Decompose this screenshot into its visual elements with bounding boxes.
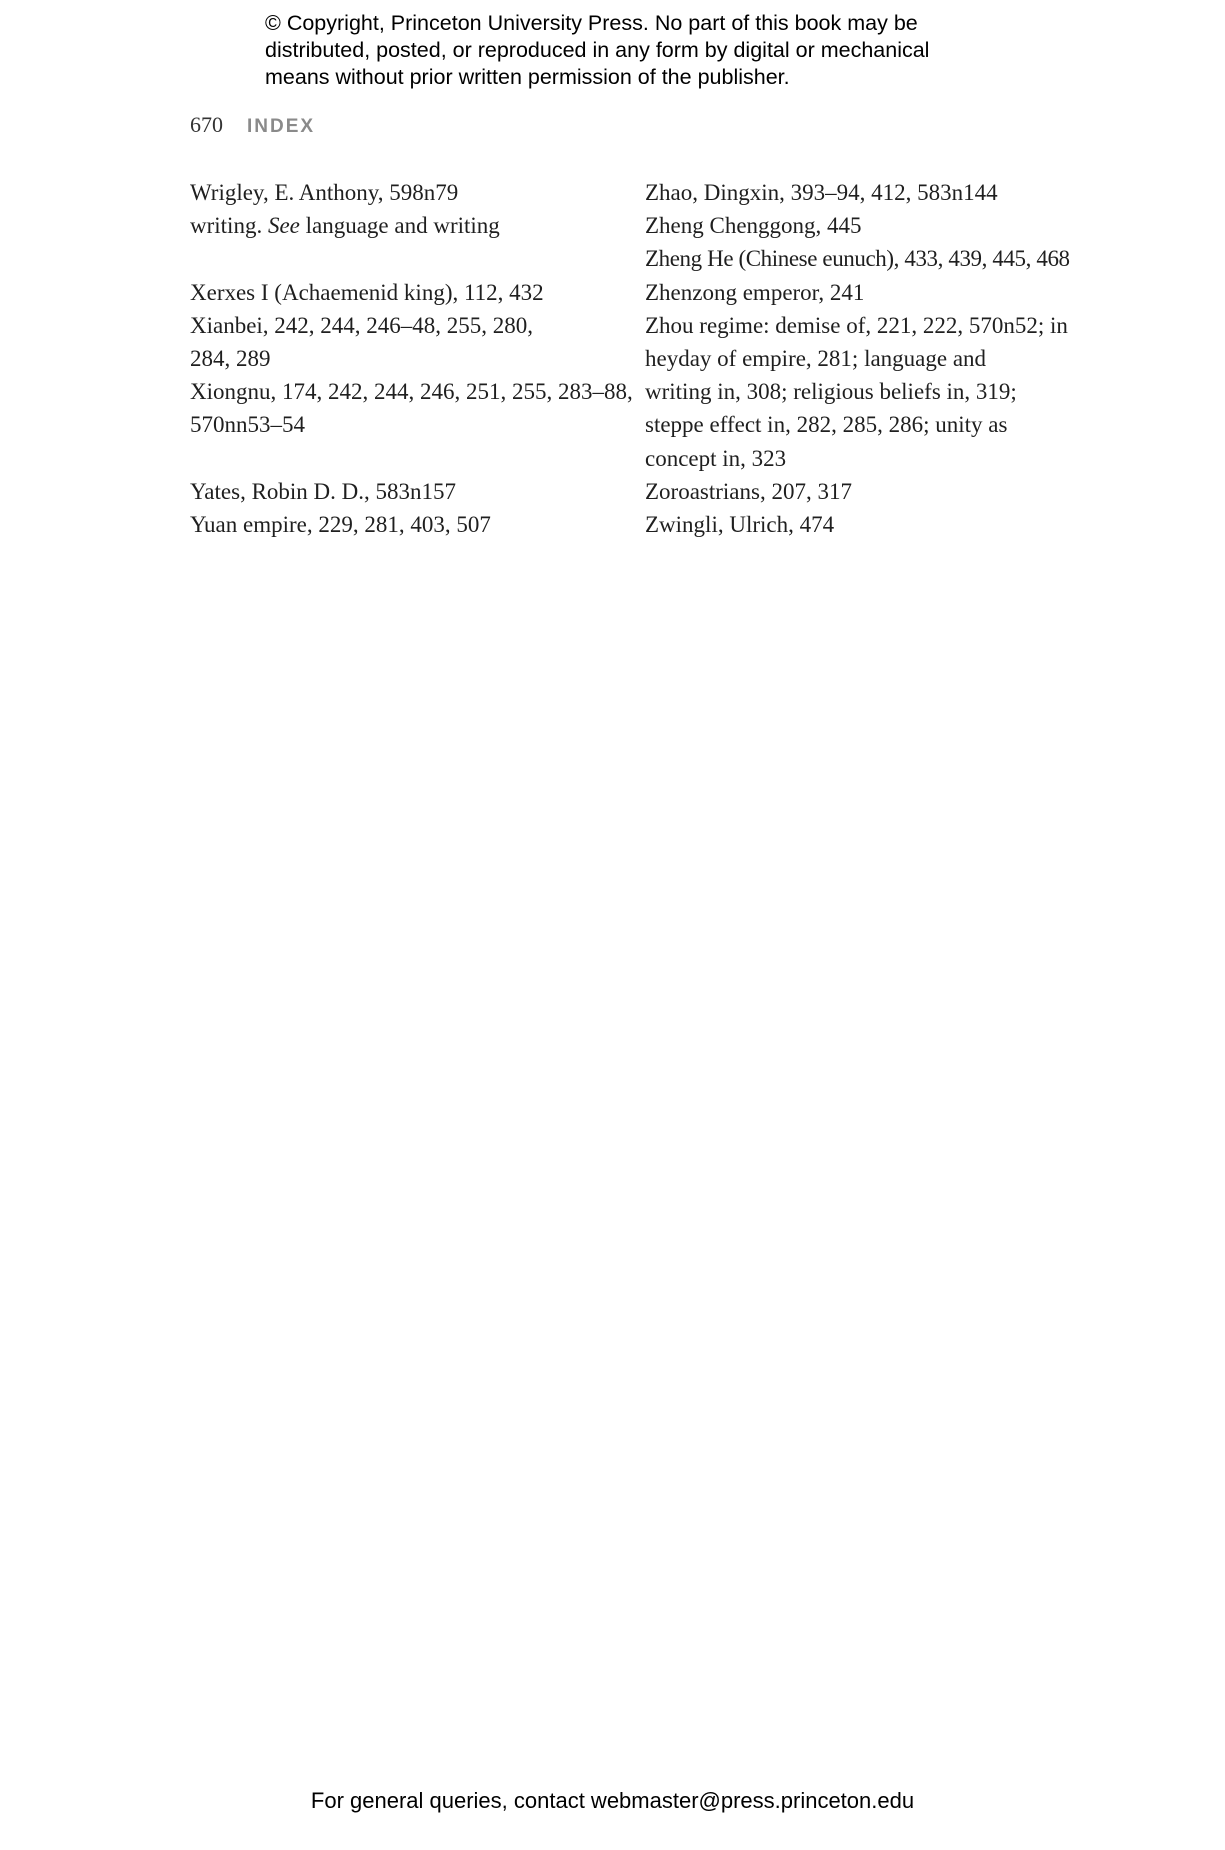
entry-continuation: 570nn53–54 bbox=[190, 412, 305, 438]
index-entry bbox=[190, 209, 630, 242]
index-entry bbox=[190, 475, 630, 508]
section-title: INDEX bbox=[247, 116, 316, 137]
entry-text: Xianbei, 242, 244, 246–48, 255, 280, bbox=[190, 312, 534, 338]
entry-text: Zhenzong emperor, 241 bbox=[645, 279, 865, 305]
copyright-line: © Copyright, Princeton University Press. No part of this book may be bbox=[265, 11, 918, 35]
index-entry bbox=[190, 375, 633, 441]
running-head bbox=[190, 111, 315, 141]
index-entry bbox=[645, 276, 1085, 309]
cross-reference: language and writing bbox=[299, 213, 500, 239]
entry-text: Yates, Robin D. D., 583n157 bbox=[190, 478, 457, 504]
index-entry bbox=[645, 475, 1085, 508]
index-column-right bbox=[645, 176, 1085, 541]
index-entry bbox=[190, 309, 630, 375]
copyright-line: distributed, posted, or reproduced in any form by digital or mechanical bbox=[265, 38, 930, 62]
entry-text: Zhou regime: demise of, 221, 222, 570n52; in bbox=[645, 312, 1068, 338]
index-entry bbox=[190, 176, 630, 209]
index-entry bbox=[190, 508, 630, 541]
index-entry bbox=[645, 176, 1085, 209]
entry-text: Zheng He (Chinese eunuch), 433, 439, 445, 468 bbox=[645, 246, 1070, 272]
entry-text: Zheng Chenggong, 445 bbox=[645, 213, 862, 239]
entry-heading: writing. bbox=[190, 213, 268, 239]
entry-text: Zwingli, Ulrich, 474 bbox=[645, 512, 835, 538]
entry-continuation: heyday of empire, 281; language and bbox=[645, 346, 987, 372]
entry-continuation: concept in, 323 bbox=[645, 445, 787, 471]
entry-text: Wrigley, E. Anthony, 598n79 bbox=[190, 180, 459, 205]
index-entry bbox=[645, 209, 1085, 242]
entry-text bbox=[190, 209, 630, 242]
letter-gap bbox=[190, 442, 630, 475]
entry-text: Zoroastrians, 207, 317 bbox=[645, 478, 852, 504]
entry-text: Yuan empire, 229, 281, 403, 507 bbox=[190, 512, 491, 537]
entry-continuation: writing in, 308; religious beliefs in, 319; bbox=[645, 379, 1017, 405]
index-column-left bbox=[190, 176, 633, 541]
footer-contact: For general queries, contact webmaster@press.princeton.edu bbox=[310, 1788, 915, 1813]
index-entry bbox=[645, 508, 1085, 541]
page-number: 670 bbox=[190, 112, 223, 137]
entry-continuation: steppe effect in, 282, 285, 286; unity as bbox=[645, 412, 1008, 438]
copyright-notice bbox=[265, 10, 1025, 91]
entry-continuation: 284, 289 bbox=[190, 346, 271, 371]
see-reference: See bbox=[267, 213, 300, 239]
entry-text: Xiongnu, 174, 242, 244, 246, 251, 255, 283–88, bbox=[190, 379, 633, 405]
entry-text: Zhao, Dingxin, 393–94, 412, 583n144 bbox=[645, 180, 998, 205]
entry-text: Xerxes I (Achaemenid king), 112, 432 bbox=[190, 279, 544, 305]
copyright-line: means without prior written permission of the publisher. bbox=[265, 65, 790, 89]
index-entry bbox=[645, 309, 1085, 475]
index-entry bbox=[190, 276, 630, 309]
letter-gap bbox=[190, 242, 630, 275]
index-entry bbox=[645, 242, 1085, 275]
